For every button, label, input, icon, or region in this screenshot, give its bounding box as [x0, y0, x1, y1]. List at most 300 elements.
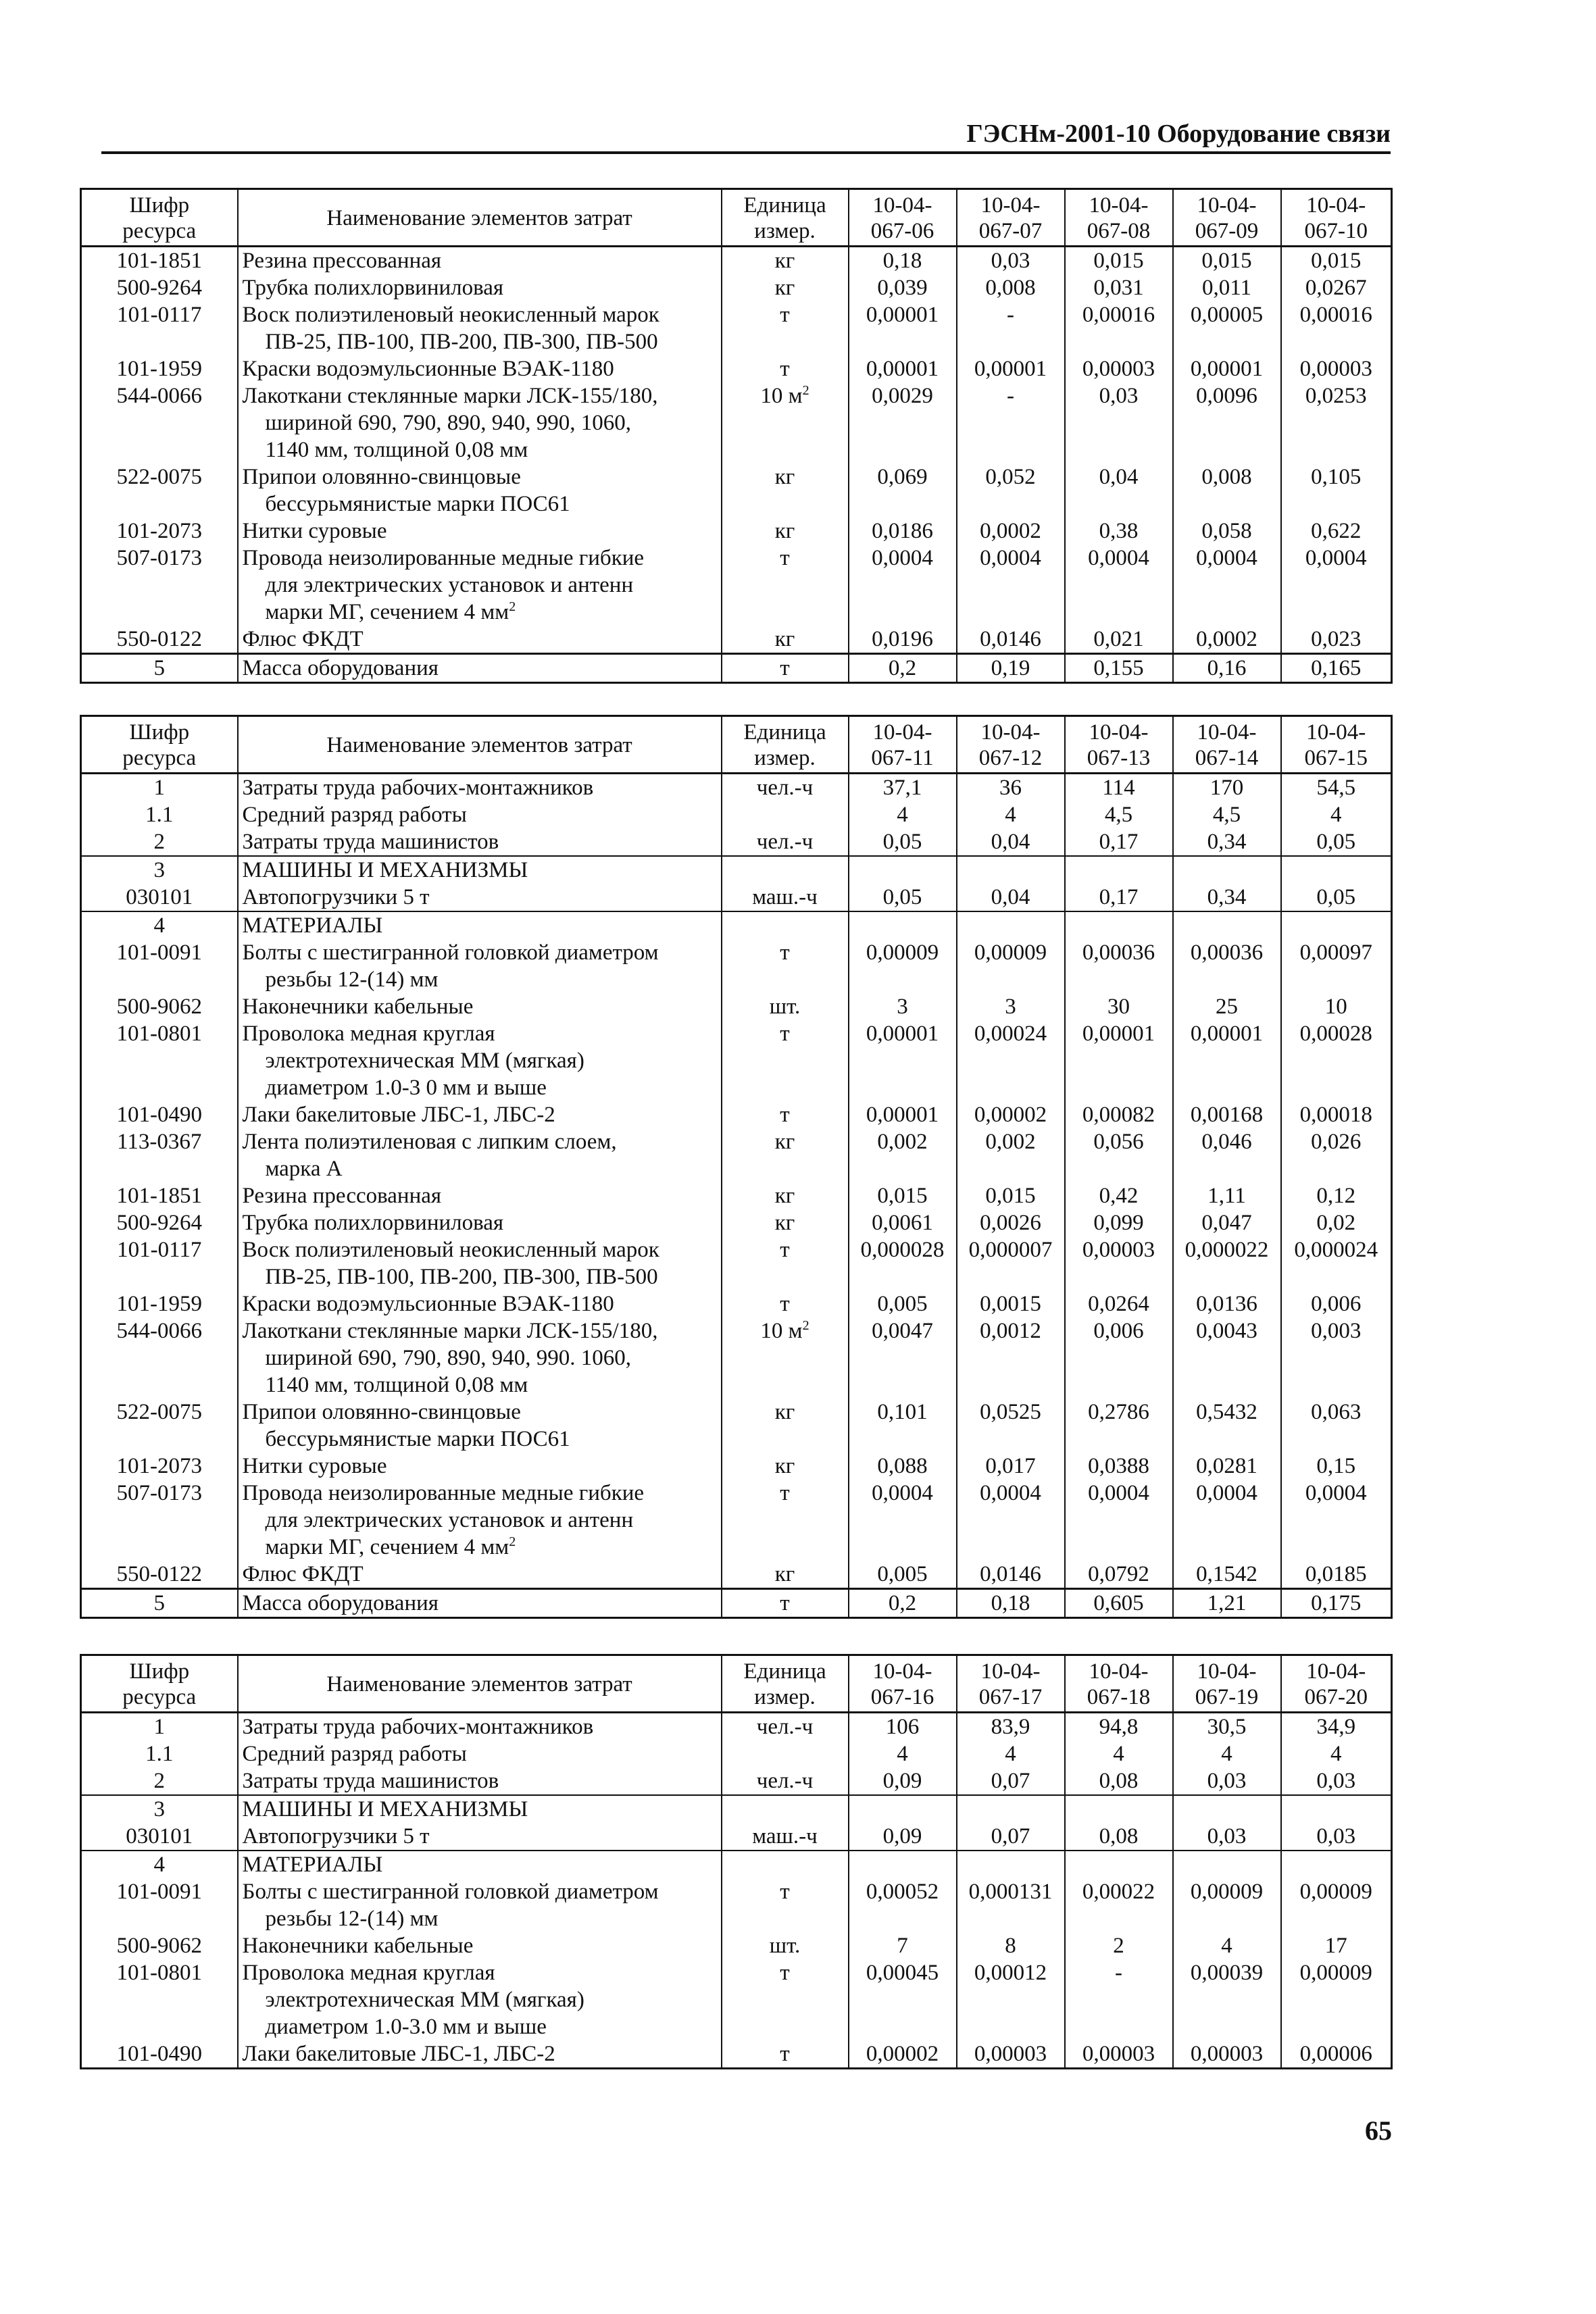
rate-value: 0,165	[1281, 654, 1392, 683]
rate-value: 0,0002	[957, 518, 1065, 545]
resource-code: 101-1851	[81, 1182, 238, 1209]
table-body	[81, 247, 1392, 683]
table-header	[81, 716, 1392, 774]
rate-value: 0,00003	[1281, 355, 1392, 382]
rate-value: 0,00024	[957, 1020, 1065, 1101]
rate-value: 0,00001	[957, 355, 1065, 382]
rate-value: 0,00002	[849, 2040, 957, 2069]
resource-name-line	[243, 382, 717, 409]
unit-of-measure	[722, 626, 849, 654]
rate-value: 0,00001	[849, 301, 957, 355]
resource-name-text: Лаки бакелитовые ЛБС-1, ЛБС-2	[242, 1103, 555, 1127]
resource-name-text: бессурьмянистые марки ПОС61	[265, 1427, 570, 1451]
column-header-code	[81, 1655, 238, 1713]
unit-text: шт.	[769, 995, 801, 1019]
superscript: 2	[802, 383, 809, 398]
cost-table-3	[80, 1654, 1393, 2069]
rate-code-line: 067-14	[1195, 746, 1259, 770]
rate-value	[1173, 1795, 1281, 1823]
rate-value: 0,005	[849, 1561, 957, 1589]
rate-value: 17	[1281, 1932, 1392, 1959]
resource-name-text: электротехническая ММ (мягкая)	[265, 1049, 584, 1073]
resource-code: 3	[81, 856, 238, 884]
rate-value: 0,0146	[957, 626, 1065, 654]
rate-value: 0,175	[1281, 1589, 1392, 1618]
unit-of-measure	[722, 828, 849, 856]
resource-code: 507-0173	[81, 545, 238, 626]
resource-name-line	[243, 884, 717, 911]
resource-code: 1.1	[81, 801, 238, 828]
resource-name-line	[243, 1074, 717, 1101]
rate-value: 0,011	[1173, 274, 1281, 301]
rate-value: 0,0004	[1173, 545, 1281, 626]
unit-of-measure	[722, 1101, 849, 1128]
rate-value: 10	[1281, 993, 1392, 1020]
resource-code: 113-0367	[81, 1128, 238, 1182]
table-row	[81, 1236, 1392, 1290]
unit-of-measure	[722, 545, 849, 626]
table-row	[81, 518, 1392, 545]
resource-name-line	[243, 518, 717, 545]
resource-name-line	[243, 828, 717, 855]
resource-name-text: МАШИНЫ И МЕХАНИЗМЫ	[242, 1797, 528, 1821]
rate-value: 0,17	[1065, 828, 1173, 856]
resource-code: 522-0075	[81, 463, 238, 518]
rate-value: 0,605	[1065, 1589, 1173, 1618]
rate-value: 0,00097	[1281, 939, 1392, 993]
resource-name-line	[243, 993, 717, 1020]
rate-value: 0,039	[849, 274, 957, 301]
rate-value: 54,5	[1281, 774, 1392, 802]
rate-value: 4	[957, 1740, 1065, 1767]
table-row	[81, 1713, 1392, 1741]
resource-name	[238, 382, 722, 463]
rate-code-line: 10-04-	[1306, 720, 1366, 745]
unit-text: т	[780, 1880, 790, 1904]
column-header-rate	[849, 1655, 957, 1713]
rate-value: 0,00036	[1173, 939, 1281, 993]
resource-name	[238, 1878, 722, 1932]
unit-text: т	[780, 1481, 790, 1505]
resource-name	[238, 1128, 722, 1182]
resource-name-line	[243, 912, 717, 939]
resource-name	[238, 1101, 722, 1128]
rate-value: 0,105	[1281, 463, 1392, 518]
rate-value: 0,18	[849, 247, 957, 275]
rate-value: 0,00009	[849, 939, 957, 993]
resource-name-text: бессурьмянистые марки ПОС61	[265, 492, 570, 516]
resource-name-line	[243, 1101, 717, 1128]
resource-code: 101-2073	[81, 1453, 238, 1480]
unit-of-measure	[722, 1959, 849, 2040]
resource-code: 1	[81, 774, 238, 802]
unit-of-measure	[722, 274, 849, 301]
resource-name-text: Флюс ФКДТ	[242, 627, 364, 651]
resource-name-line	[243, 1507, 717, 1534]
rate-value: 0,088	[849, 1453, 957, 1480]
resource-name-line	[243, 655, 717, 682]
rate-value: 0,03	[1173, 1767, 1281, 1795]
column-header-unit-line: Единица	[743, 193, 826, 218]
rate-value: 0,19	[957, 654, 1065, 683]
rate-value: 4	[1281, 801, 1392, 828]
table-row	[81, 884, 1392, 911]
rate-value: 0,017	[957, 1453, 1065, 1480]
rate-value: 0,0047	[849, 1317, 957, 1399]
unit-of-measure	[722, 1453, 849, 1480]
resource-name-line	[243, 1372, 717, 1399]
rate-value	[957, 1851, 1065, 1878]
rate-value: 0,00012	[957, 1959, 1065, 2040]
resource-name-line	[243, 1480, 717, 1507]
section-row	[81, 1851, 1392, 1878]
resource-code: 101-1959	[81, 1290, 238, 1317]
rate-value: 0,0004	[849, 1480, 957, 1561]
unit-text: т	[780, 303, 790, 327]
resource-code: 544-0066	[81, 1317, 238, 1399]
rate-value: 0,0281	[1173, 1453, 1281, 1480]
resource-name-text: электротехническая ММ (мягкая)	[265, 1988, 584, 2012]
rate-code-line: 067-07	[978, 219, 1043, 243]
column-header-rate	[957, 1655, 1065, 1713]
resource-code: 507-0173	[81, 1480, 238, 1561]
header-row	[81, 189, 1392, 247]
rate-code-line: 10-04-	[872, 1659, 932, 1684]
rate-value: 0,03	[1065, 382, 1173, 463]
resource-name	[238, 1399, 722, 1453]
rate-value: 0,00036	[1065, 939, 1173, 993]
rate-value: 34,9	[1281, 1713, 1392, 1741]
resource-name-line	[243, 1128, 717, 1155]
rate-value: 4	[849, 1740, 957, 1767]
rate-code-line: 10-04-	[872, 193, 932, 218]
resource-name-text: Краски водоэмульсионные ВЭАК-1180	[242, 1292, 614, 1316]
resource-name-line	[243, 545, 717, 572]
unit-text: т	[780, 357, 790, 381]
resource-code: 2	[81, 1767, 238, 1795]
column-header-code	[81, 189, 238, 247]
rate-value: 0,05	[849, 884, 957, 911]
rate-value: 0,00028	[1281, 1020, 1392, 1101]
rate-value	[1173, 1851, 1281, 1878]
resource-name	[238, 801, 722, 828]
resource-name-text: Масса оборудования	[242, 656, 439, 680]
rate-value: 0,052	[957, 463, 1065, 518]
resource-name	[238, 1932, 722, 1959]
column-header-unit	[722, 189, 849, 247]
unit-text: кг	[774, 1562, 795, 1586]
rate-value: 0,0196	[849, 626, 957, 654]
rate-value: 25	[1173, 993, 1281, 1020]
rate-code-line: 10-04-	[1089, 1659, 1149, 1684]
resource-code: 5	[81, 1589, 238, 1618]
unit-text: т	[780, 1292, 790, 1316]
rate-value: 0,00001	[849, 355, 957, 382]
resource-code: 101-0490	[81, 2040, 238, 2069]
rate-value: -	[957, 382, 1065, 463]
resource-code: 101-2073	[81, 518, 238, 545]
resource-name-line	[243, 1561, 717, 1588]
unit-of-measure	[722, 801, 849, 828]
unit-of-measure	[722, 1767, 849, 1795]
rate-value: 0,0185	[1281, 1561, 1392, 1589]
rate-code-line: 10-04-	[1197, 193, 1257, 218]
resource-name	[238, 1480, 722, 1561]
column-header-name: Наименование элементов затрат	[238, 189, 722, 247]
column-header-rate	[957, 716, 1065, 774]
rate-value: 3	[957, 993, 1065, 1020]
resource-name-line	[243, 1047, 717, 1074]
unit-text: кг	[774, 1130, 795, 1154]
rate-code-line: 10-04-	[980, 1659, 1041, 1684]
resource-name-line	[243, 328, 717, 355]
resource-name-line	[243, 2040, 717, 2067]
resource-name-text: Затраты труда машинистов	[242, 1769, 499, 1793]
rate-code-line: 10-04-	[980, 720, 1041, 745]
rate-value: 8	[957, 1932, 1065, 1959]
column-header-rate	[1281, 716, 1392, 774]
resource-code: 500-9264	[81, 1209, 238, 1236]
resource-name-text: Трубка полихлорвиниловая	[242, 1211, 504, 1235]
rate-value: 2	[1065, 1932, 1173, 1959]
table-row	[81, 1101, 1392, 1128]
table-row	[81, 1020, 1392, 1101]
unit-text: кг	[774, 627, 795, 651]
rate-value: 30,5	[1173, 1713, 1281, 1741]
rate-value: 0,008	[957, 274, 1065, 301]
rate-value: 0,00016	[1281, 301, 1392, 355]
resource-name-text: Затраты труда рабочих-монтажников	[242, 1715, 594, 1739]
resource-name-text: Провода неизолированные медные гибкие	[242, 1481, 645, 1505]
rate-value: 0,0004	[1281, 1480, 1392, 1561]
resource-name-line	[243, 966, 717, 993]
resource-name	[238, 463, 722, 518]
rate-value: 0,03	[1281, 1767, 1392, 1795]
rate-value: 0,00009	[1281, 1959, 1392, 2040]
resource-name-text: Припои оловянно-свинцовые	[242, 1400, 521, 1424]
rate-value: 0,000024	[1281, 1236, 1392, 1290]
resource-name-text: шириной 690, 790, 890, 940, 990, 1060,	[265, 411, 632, 435]
resource-code: 101-0117	[81, 1236, 238, 1290]
unit-of-measure	[722, 884, 849, 911]
rate-value: 3	[849, 993, 957, 1020]
resource-name-text: марки МГ, сечением 4 мм	[265, 1535, 509, 1559]
resource-code: 544-0066	[81, 382, 238, 463]
rate-value: 0,0026	[957, 1209, 1065, 1236]
rate-value: 0,02	[1281, 1209, 1392, 1236]
column-header-rate	[1065, 1655, 1173, 1713]
rate-value	[1173, 856, 1281, 884]
rate-value: 0,16	[1173, 654, 1281, 683]
cost-table-2	[80, 715, 1393, 1619]
rate-code-line: 067-11	[871, 746, 934, 770]
unit-of-measure	[722, 1020, 849, 1101]
table-row	[81, 1128, 1392, 1182]
rate-value: 0,101	[849, 1399, 957, 1453]
rate-value: 0,00003	[1065, 1236, 1173, 1290]
column-header-code	[81, 716, 238, 774]
resource-name-text: резьбы 12-(14) мм	[265, 967, 439, 992]
unit-of-measure	[722, 1128, 849, 1182]
table-row	[81, 654, 1392, 683]
rate-value: 0,000131	[957, 1878, 1065, 1932]
table-row	[81, 993, 1392, 1020]
page-number: 65	[1365, 2115, 1392, 2146]
table-row	[81, 1317, 1392, 1399]
unit-text: маш.-ч	[752, 885, 818, 909]
rate-value: 4,5	[1173, 801, 1281, 828]
rate-value: 0,058	[1173, 518, 1281, 545]
unit-of-measure	[722, 1399, 849, 1453]
resource-name	[238, 993, 722, 1020]
resource-name	[238, 1795, 722, 1823]
resource-name-text: Лента полиэтиленовая с липким слоем,	[242, 1130, 617, 1154]
resource-code: 4	[81, 1851, 238, 1878]
resource-name-text: Резина прессованная	[242, 1184, 442, 1208]
resource-name-text: ПВ-25, ПВ-100, ПВ-200, ПВ-300, ПВ-500	[265, 330, 658, 354]
resource-name-text: Флюс ФКДТ	[242, 1562, 364, 1586]
rate-value: 4,5	[1065, 801, 1173, 828]
resource-name-text: Лакоткани стеклянные марки ЛСК-155/180,	[242, 384, 658, 408]
resource-name-line	[243, 1851, 717, 1878]
rate-value: 0,2786	[1065, 1399, 1173, 1453]
resource-name-text: МАТЕРИАЛЫ	[242, 913, 383, 938]
resource-code: 500-9264	[81, 274, 238, 301]
rate-code-line: 067-09	[1195, 219, 1259, 243]
resource-name	[238, 856, 722, 884]
rate-value: 0,031	[1065, 274, 1173, 301]
resource-name	[238, 1959, 722, 2040]
rate-value: 0,00005	[1173, 301, 1281, 355]
resource-name-line	[243, 1796, 717, 1823]
resource-name-line	[243, 774, 717, 801]
section-row	[81, 1795, 1392, 1823]
unit-of-measure	[722, 774, 849, 802]
resource-name	[238, 1453, 722, 1480]
resource-name	[238, 774, 722, 802]
resource-name	[238, 1713, 722, 1741]
resource-name	[238, 884, 722, 911]
column-header-unit	[722, 1655, 849, 1713]
table-row	[81, 301, 1392, 355]
resource-name-text: Лакоткани стеклянные марки ЛСК-155/180,	[242, 1319, 658, 1343]
resource-name-line	[243, 463, 717, 491]
rate-value: 0,00022	[1065, 1878, 1173, 1932]
resource-name	[238, 1317, 722, 1399]
rate-value	[849, 1851, 957, 1878]
rate-value: 0,000007	[957, 1236, 1065, 1290]
resource-name	[238, 1290, 722, 1317]
rate-value	[1281, 1795, 1392, 1823]
rate-value: 0,0253	[1281, 382, 1392, 463]
unit-of-measure	[722, 1182, 849, 1209]
rate-value: 0,0012	[957, 1317, 1065, 1399]
column-header-unit	[722, 716, 849, 774]
resource-name-text: Проволока медная круглая	[242, 1022, 495, 1046]
rate-value: 0,09	[849, 1823, 957, 1851]
resource-name-line	[243, 436, 717, 463]
table-row	[81, 1740, 1392, 1767]
rate-value	[1065, 911, 1173, 939]
unit-of-measure	[722, 1878, 849, 1932]
resource-name-line	[243, 1878, 717, 1905]
resource-code: 101-0490	[81, 1101, 238, 1128]
resource-name	[238, 626, 722, 654]
unit-text: т	[780, 1238, 790, 1262]
header-row	[81, 1655, 1392, 1713]
resource-code: 030101	[81, 1823, 238, 1851]
rate-code-line: 10-04-	[1089, 193, 1149, 218]
resource-code: 522-0075	[81, 1399, 238, 1453]
resource-name-text: марки МГ, сечением 4 мм	[265, 600, 509, 624]
resource-name-text: резьбы 12-(14) мм	[265, 1907, 439, 1931]
resource-code: 3	[81, 1795, 238, 1823]
rate-value: 0,08	[1065, 1767, 1173, 1795]
resource-name	[238, 1236, 722, 1290]
section-row	[81, 856, 1392, 884]
resource-name	[238, 355, 722, 382]
rate-value	[849, 856, 957, 884]
resource-name-line	[243, 2013, 717, 2040]
resource-name-text: Масса оборудования	[242, 1591, 439, 1615]
resource-name-line	[243, 1317, 717, 1344]
rate-value	[957, 1795, 1065, 1823]
resource-name-line	[243, 1740, 717, 1767]
rate-value: 0,069	[849, 463, 957, 518]
rate-value: 0,00001	[1173, 355, 1281, 382]
resource-code: 101-0801	[81, 1959, 238, 2040]
resource-name-line	[243, 1155, 717, 1182]
rate-value: 4	[849, 801, 957, 828]
unit-of-measure	[722, 1480, 849, 1561]
unit-text: чел.-ч	[756, 1769, 814, 1793]
table-row	[81, 1182, 1392, 1209]
rate-value: 0,03	[1281, 1823, 1392, 1851]
resource-name-text: диаметром 1.0-3 0 мм и выше	[265, 1076, 547, 1100]
rate-value: 0,00009	[1281, 1878, 1392, 1932]
table-row	[81, 1453, 1392, 1480]
column-header-code-line: ресурса	[122, 1685, 197, 1709]
rate-value: 0,063	[1281, 1399, 1392, 1453]
column-header-unit-line: Единица	[743, 1659, 826, 1684]
unit-of-measure	[722, 2040, 849, 2069]
unit-text: чел.-ч	[756, 1715, 814, 1739]
rate-value: 0,0264	[1065, 1290, 1173, 1317]
resource-name-line	[243, 1344, 717, 1372]
rate-code-line: 067-13	[1087, 746, 1151, 770]
column-header-unit-line: Единица	[743, 720, 826, 745]
table-row	[81, 1767, 1392, 1795]
rate-value: 0,2	[849, 1589, 957, 1618]
rate-value	[957, 911, 1065, 939]
rate-value: 106	[849, 1713, 957, 1741]
resource-name-text: МАШИНЫ И МЕХАНИЗМЫ	[242, 858, 528, 882]
resource-name	[238, 939, 722, 993]
rate-value: 0,09	[849, 1767, 957, 1795]
resource-name	[238, 1561, 722, 1589]
rate-value	[957, 856, 1065, 884]
rate-code-line: 10-04-	[980, 193, 1041, 218]
rate-value: 0,00082	[1065, 1101, 1173, 1128]
unit-text: кг	[774, 249, 795, 273]
rate-value: 0,155	[1065, 654, 1173, 683]
resource-name-text: ПВ-25, ПВ-100, ПВ-200, ПВ-300, ПВ-500	[265, 1265, 658, 1289]
rate-value: 0,03	[957, 247, 1065, 275]
rate-value: 0,08	[1065, 1823, 1173, 1851]
unit-text: т	[780, 1961, 790, 1985]
resource-code: 500-9062	[81, 993, 238, 1020]
resource-name-text: Затраты труда рабочих-монтажников	[242, 776, 594, 800]
